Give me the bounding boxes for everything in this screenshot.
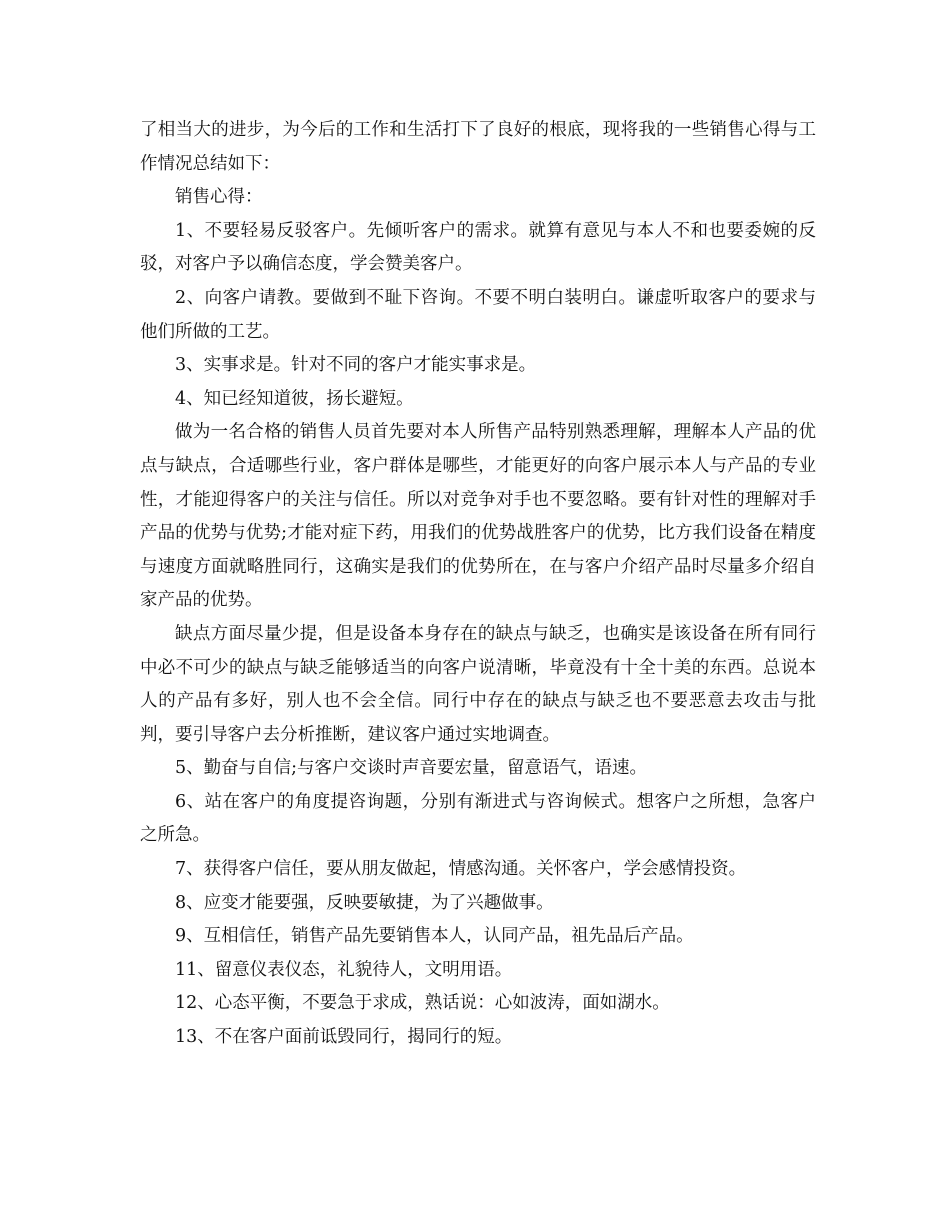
list-item-3: 3、实事求是。针对不同的客户才能实事求是。 — [175, 355, 537, 376]
heading-sales-insights: 销售心得： — [175, 187, 263, 208]
list-item-5: 5、勤奋与自信;与客户交谈时声音要宏量，留意语气，语速。 — [175, 758, 648, 779]
list-item-8: 8、应变才能要强，反映要敏捷，为了兴趣做事。 — [175, 892, 554, 913]
paragraph-product-knowledge: 做为一名合格的销售人员首先要对本人所售产品特别熟悉理解，理解本人产品的优点与缺点，合适哪些行业，客户群体是哪些，才能更好的向客户展示本人与产品的专业性，才能迎得客户的关注与信任。所以对竞争对手也不要忽略。要有针对性的理解对手产品的优势与优势;才能对症下药，用我们的优势战胜客户的优势，比方我们设备在精度与速度方面就略胜同行，这确实是我们的优势所在，在与客户介绍产品时尽量多介绍自家产品的优势。 — [140, 422, 816, 611]
list-item-12: 12、心态平衡，不要急于求成，熟话说：心如波涛，面如湖水。 — [175, 993, 670, 1014]
list-item-13: 13、不在客户面前诋毁同行，揭同行的短。 — [175, 1027, 513, 1048]
paragraph-shortcomings: 缺点方面尽量少提，但是设备本身存在的缺点与缺乏，也确实是该设备在所有同行中必不可少的缺点与缺乏能够适当的向客户说清晰，毕竟没有十全十美的东西。总说本人的产品有多好，别人也不会全信。同行中存在的缺点与缺乏也不要恶意去攻击与批判，要引导客户去分析推断，建议客户通过实地调查。 — [140, 623, 816, 745]
list-item-2: 2、向客户请教。要做到不耻下咨询。不要不明白装明白。谦虚听取客户的要求与他们所做的工艺。 — [140, 287, 816, 342]
list-item-9: 9、互相信任，销售产品先要销售本人，认同产品，祖先品后产品。 — [175, 926, 694, 947]
list-item-6: 6、站在客户的角度提咨询题，分别有渐进式与咨询候式。想客户之所想，急客户之所急。 — [140, 791, 816, 846]
document-body — [140, 114, 816, 1055]
list-item-4: 4、知已经知道彼，扬长避短。 — [175, 388, 414, 409]
list-item-1: 1、不要轻易反驳客户。先倾听客户的需求。就算有意见与本人不和也要委婉的反驳，对客户予以确信态度，学会赞美客户。 — [140, 220, 816, 275]
list-item-7: 7、获得客户信任，要从朋友做起，情感沟通。关怀客户，学会感情投资。 — [175, 859, 747, 880]
list-item-11: 11、留意仪表仪态，礼貌待人，文明用语。 — [175, 959, 513, 980]
paragraph-continuation: 了相当大的进步，为今后的工作和生活打下了良好的根底，现将我的一些销售心得与工作情况总结如下： — [140, 120, 816, 174]
